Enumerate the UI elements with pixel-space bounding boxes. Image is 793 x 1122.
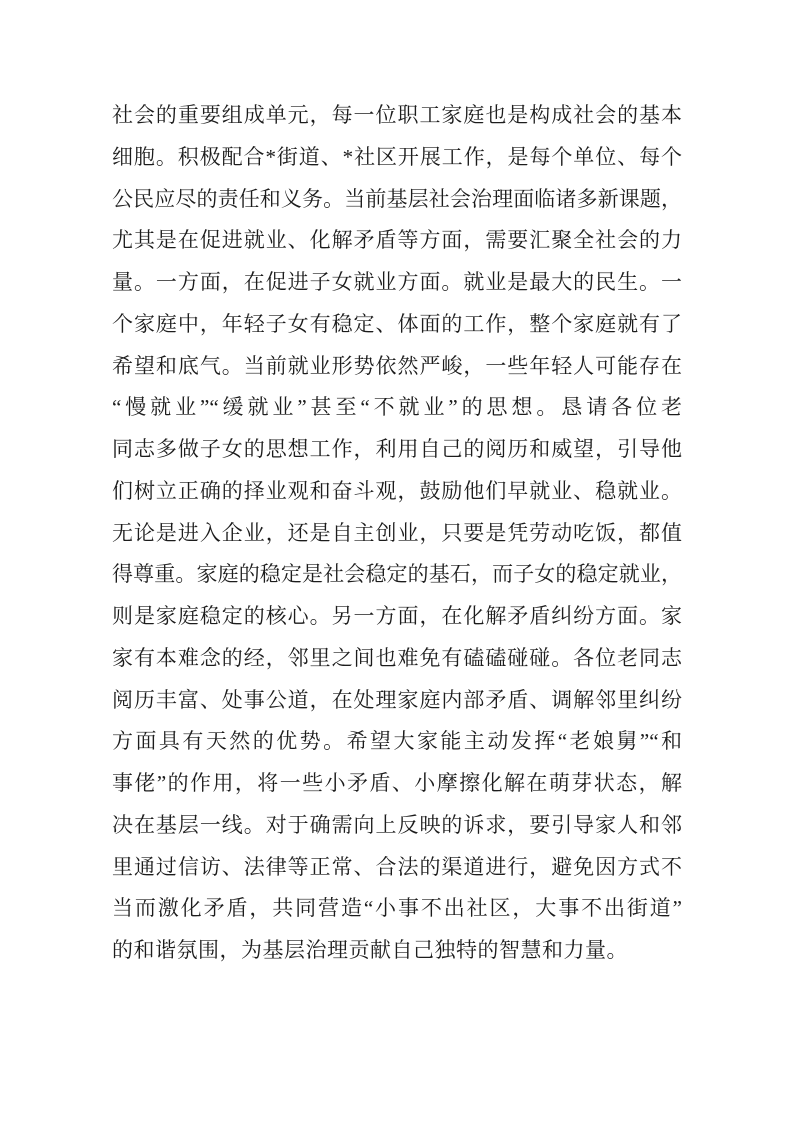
text-line: 量。一方面，在促进子女就业方面。就业是最大的民生。一	[112, 270, 682, 294]
text-line: 得尊重。家庭的稳定是社会稳定的基石，而子女的稳定就业，	[112, 562, 682, 587]
text-line: 公民应尽的责任和义务。当前基层社会治理面临诸多新课题，	[112, 186, 682, 211]
text-line: 事佬”的作用，将一些小矛盾、小摩擦化解在萌芽状态，解	[112, 771, 682, 795]
text-line: 阅历丰富、处事公道，在处理家庭内部矛盾、调解邻里纠纷	[112, 687, 682, 712]
text-line: 们树立正确的择业观和奋斗观，鼓励他们早就业、稳就业。	[112, 478, 682, 503]
text-line: 希望和底气。当前就业形势依然严峻，一些年轻人可能存在	[112, 353, 682, 378]
text-line: 的和谐氛围，为基层治理贡献自己独特的智慧和力量。	[112, 938, 628, 962]
paragraph-body-text	[112, 95, 682, 972]
text-line: “慢就业”“缓就业”甚至“不就业”的思想。恳请各位老	[112, 395, 682, 420]
text-line: 社会的重要组成单元，每一位职工家庭也是构成社会的基本	[112, 103, 682, 127]
text-line: 同志多做子女的思想工作，利用自己的阅历和威望，引导他	[112, 437, 682, 461]
text-line: 家有本难念的经，邻里之间也难免有磕磕碰碰。各位老同志	[112, 645, 682, 670]
text-line: 方面具有天然的优势。希望大家能主动发挥“老娘舅”“和	[112, 729, 682, 754]
text-line: 决在基层一线。对于确需向上反映的诉求，要引导家人和邻	[112, 812, 682, 837]
text-line: 尤其是在促进就业、化解矛盾等方面，需要汇聚全社会的力	[112, 228, 682, 253]
text-line: 里通过信访、法律等正常、合法的渠道进行，避免因方式不	[112, 854, 682, 879]
text-line: 则是家庭稳定的核心。另一方面，在化解矛盾纠纷方面。家	[112, 604, 682, 628]
text-line: 细胞。积极配合*街道、*社区开展工作，是每个单位、每个	[112, 144, 682, 169]
text-line: 当而激化矛盾，共同营造“小事不出社区，大事不出街道”	[112, 896, 682, 921]
text-line: 无论是进入企业，还是自主创业，只要是凭劳动吃饭，都值	[112, 520, 682, 545]
text-line: 个家庭中，年轻子女有稳定、体面的工作，整个家庭就有了	[112, 311, 682, 336]
